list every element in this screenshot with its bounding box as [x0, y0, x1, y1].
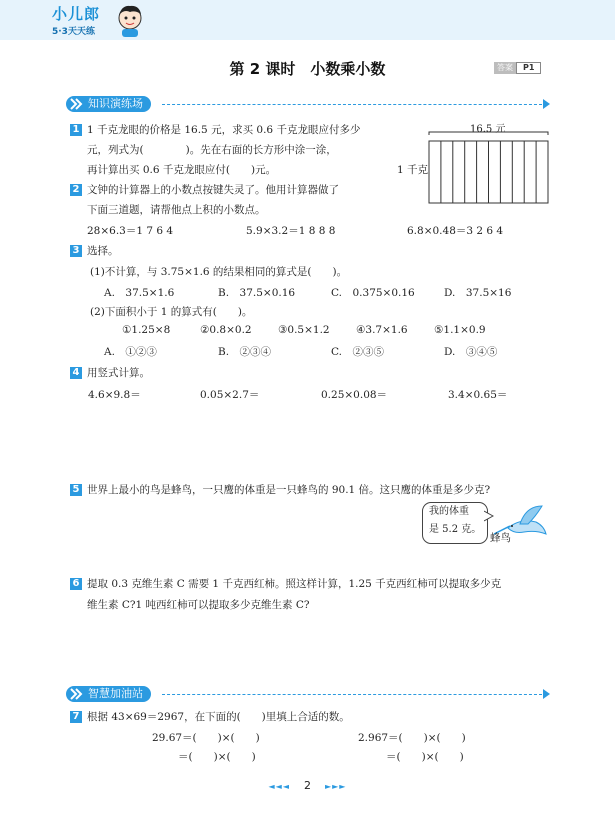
- q4-problem: 4.6×9.8＝: [88, 389, 141, 401]
- q1-line-2: 元，列式为( )。先在右面的长方形中涂一涂，: [87, 144, 337, 156]
- q6-line-1: 提取 0.3 克维生素 C 需要 1 千克西红柿。照这样计算，1.25 千克西红柿可以提取多少克: [87, 578, 502, 590]
- brand-logo: [52, 3, 100, 37]
- section-divider: [162, 104, 542, 105]
- double-chevron-icon: [70, 97, 84, 111]
- q4-problem: 0.05×2.7＝: [200, 389, 260, 401]
- q3-option[interactable]: C. 0.375×0.16: [331, 287, 415, 299]
- answer-page: P1: [516, 62, 541, 74]
- page-title: 第 2 课时 小数乘小数: [229, 60, 386, 78]
- mascot-icon: [112, 2, 148, 38]
- section-practice-header: [66, 96, 548, 112]
- question-number: 3: [70, 245, 82, 257]
- question-number: 2: [70, 184, 82, 196]
- q1-line-3: 再计算出买 0.6 千克龙眼应付( )元。: [87, 164, 277, 176]
- q3-option[interactable]: A. 37.5×1.6: [104, 287, 175, 299]
- arrow-right-icon: [543, 689, 550, 699]
- q4-problem: 0.25×0.08＝: [321, 389, 388, 401]
- brand-series: 5·3天天练: [52, 27, 95, 37]
- q2-item: 6.8×0.48＝3 2 6 4: [407, 225, 504, 237]
- question-number: 1: [70, 124, 82, 136]
- q4-problem: 3.4×0.65＝: [448, 389, 508, 401]
- q7-fill-blank[interactable]: 29.67＝( )×( ): [152, 732, 260, 744]
- q5-text: 世界上最小的鸟是蜂鸟，一只鹰的体重是一只蜂鸟的 90.1 倍。这只鹰的体重是多少克?: [87, 484, 491, 496]
- q1-price-label: 16.5 元: [470, 124, 506, 135]
- q3-option[interactable]: D. ③④⑤: [444, 346, 498, 358]
- q3-expression: ④3.7×1.6: [356, 324, 408, 336]
- q3-option[interactable]: A. ①②③: [104, 346, 157, 358]
- q2-line-2: 下面三道题，请帮他点上积的小数点。: [87, 204, 266, 216]
- speech-bubble: [422, 502, 488, 544]
- q7-text: 根据 43×69＝2967，在下面的( )里填上合适的数。: [87, 711, 350, 723]
- bubble-line: 是 5.2 克。: [429, 524, 482, 535]
- question-number: 4: [70, 367, 82, 379]
- q1-bar-diagram: [428, 131, 550, 205]
- page-number: 2: [304, 779, 311, 792]
- prev-arrows-icon: ◄◄◄: [268, 782, 290, 791]
- q3-expression: ①1.25×8: [122, 324, 171, 336]
- q3-part-1: (1)不计算，与 3.75×1.6 的结果相同的算式是( )。: [90, 266, 348, 278]
- q3-option[interactable]: C. ②③⑤: [331, 346, 384, 358]
- answer-reference: [494, 62, 541, 74]
- bubble-line: 我的体重: [429, 506, 469, 517]
- section-boost-label: 智慧加油站: [66, 686, 151, 702]
- arrow-right-icon: [543, 99, 550, 109]
- q3-expression: ②0.8×0.2: [200, 324, 252, 336]
- q7-fill-blank[interactable]: 2.967＝( )×( ): [358, 732, 466, 744]
- q1-line-1: 1 千克龙眼的价格是 16.5 元，求买 0.6 千克龙眼应付多少: [87, 124, 361, 136]
- question-number: 6: [70, 578, 82, 590]
- question-number: 7: [70, 711, 82, 723]
- q3-option[interactable]: D. 37.5×16: [444, 287, 512, 299]
- brand-name: 小儿郎: [52, 5, 101, 23]
- double-chevron-icon: [70, 687, 84, 701]
- q3-option[interactable]: B. ②③④: [218, 346, 272, 358]
- answer-tag: 答案: [494, 62, 516, 74]
- q2-item: 5.9×3.2＝1 8 8 8: [246, 225, 336, 237]
- q3-expression: ⑤1.1×0.9: [434, 324, 486, 336]
- next-arrows-icon: ►►►: [325, 782, 347, 791]
- page-footer: [0, 779, 615, 792]
- section-boost-header: [66, 686, 548, 702]
- q3-expression: ③0.5×1.2: [278, 324, 330, 336]
- q7-fill-blank[interactable]: ＝( )×( ): [386, 751, 464, 763]
- q4-title: 用竖式计算。: [87, 367, 150, 379]
- q2-line-1: 文钟的计算器上的小数点按键失灵了。他用计算器做了: [87, 184, 339, 196]
- question-number: 5: [70, 484, 82, 496]
- q3-part-2: (2)下面积小于 1 的算式有( )。: [90, 306, 253, 318]
- q1-weight-label: 1 千克: [397, 164, 429, 176]
- bird-label: 蜂鸟: [490, 532, 511, 544]
- section-practice-label: 知识演练场: [66, 96, 151, 112]
- q7-fill-blank[interactable]: ＝( )×( ): [178, 751, 256, 763]
- q2-item: 28×6.3＝1 7 6 4: [87, 225, 174, 237]
- q6-line-2: 维生素 C?1 吨西红柿可以提取多少克维生素 C?: [87, 599, 310, 611]
- q3-title: 选择。: [87, 245, 119, 257]
- section-divider: [162, 694, 542, 695]
- q3-option[interactable]: B. 37.5×0.16: [218, 287, 296, 299]
